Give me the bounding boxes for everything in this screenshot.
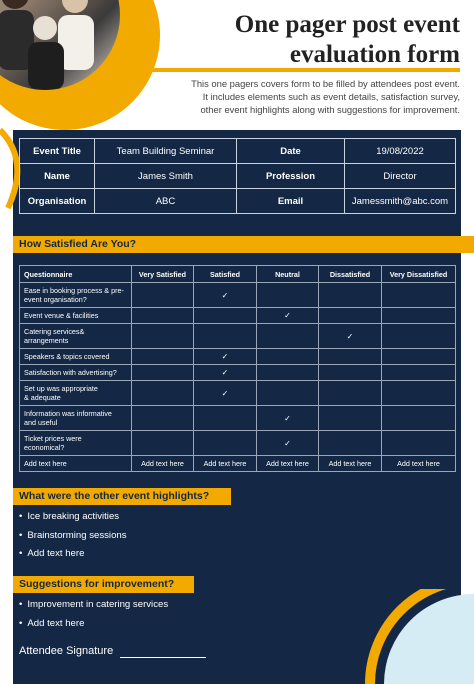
title-line-1: One pager post event bbox=[234, 11, 460, 38]
question-text: & adequate bbox=[24, 393, 61, 402]
name-label: Name bbox=[20, 164, 95, 189]
table-row bbox=[20, 456, 456, 472]
rating-cell[interactable] bbox=[382, 324, 456, 349]
email-label: Email bbox=[237, 189, 345, 214]
intro-text bbox=[160, 77, 460, 116]
email-field[interactable]: Jamessmith@abc.com bbox=[345, 189, 456, 214]
rating-cell[interactable] bbox=[132, 324, 194, 349]
list-item: • Add text here bbox=[19, 615, 168, 634]
question-cell bbox=[20, 308, 132, 324]
intro-line-1: This one pagers covers form to be filled by attendees post event. bbox=[191, 78, 460, 89]
rating-cell[interactable] bbox=[319, 283, 382, 308]
table-header-row bbox=[20, 266, 456, 283]
checkmark-icon: ✓ bbox=[221, 368, 229, 377]
rating-cell[interactable] bbox=[194, 308, 257, 324]
title-line-2: evaluation form bbox=[289, 41, 460, 68]
rating-cell[interactable] bbox=[382, 349, 456, 365]
rating-cell[interactable] bbox=[194, 349, 257, 365]
satisfaction-table bbox=[19, 265, 456, 472]
question-cell bbox=[20, 349, 132, 365]
rating-cell[interactable] bbox=[132, 431, 194, 456]
rating-cell[interactable] bbox=[319, 381, 382, 406]
table-row bbox=[20, 308, 456, 324]
rating-cell[interactable] bbox=[319, 308, 382, 324]
signature-field[interactable] bbox=[120, 657, 206, 658]
question-text: Speakers & topics covered bbox=[24, 352, 110, 361]
intro-line-3: other event highlights along with suggestions for improvement. bbox=[200, 104, 460, 115]
info-row bbox=[20, 164, 456, 189]
rating-cell[interactable] bbox=[194, 365, 257, 381]
decorative-corner-arcs bbox=[364, 589, 474, 684]
rating-cell[interactable] bbox=[257, 308, 319, 324]
rating-cell[interactable] bbox=[319, 406, 382, 431]
page-title bbox=[165, 10, 460, 70]
placeholder-cell[interactable]: Add text here bbox=[20, 456, 132, 472]
question-text: Set up was appropriate bbox=[24, 384, 98, 393]
checkmark-icon: ✓ bbox=[221, 388, 229, 398]
satisfaction-heading: How Satisfied Are You? bbox=[13, 236, 474, 253]
checkmark-icon: ✓ bbox=[284, 413, 291, 423]
question-text: Ticket prices were bbox=[24, 434, 82, 443]
rating-cell[interactable] bbox=[382, 431, 456, 456]
checkmark-icon: ✓ bbox=[346, 331, 354, 341]
profession-field[interactable]: Director bbox=[345, 164, 456, 189]
rating-cell[interactable] bbox=[257, 365, 319, 381]
checkmark-icon: ✓ bbox=[221, 290, 229, 300]
suggestions-heading: Suggestions for improvement? bbox=[13, 576, 194, 593]
profession-label: Profession bbox=[237, 164, 345, 189]
rating-cell[interactable] bbox=[257, 381, 319, 406]
suggestions-list bbox=[19, 596, 168, 633]
column-header-satisfied: Satisfied bbox=[194, 266, 257, 283]
question-text: event organisation? bbox=[24, 295, 87, 304]
highlights-list bbox=[19, 508, 127, 564]
column-header-very-satisfied: Very Satisfied bbox=[132, 266, 194, 283]
question-cell bbox=[20, 324, 132, 349]
table-row bbox=[20, 406, 456, 431]
rating-cell[interactable] bbox=[257, 283, 319, 308]
question-text: Information was informative bbox=[24, 409, 112, 418]
question-cell bbox=[20, 431, 132, 456]
column-header-neutral: Neutral bbox=[257, 266, 319, 283]
rating-cell[interactable] bbox=[132, 365, 194, 381]
question-cell bbox=[20, 283, 132, 308]
question-text: economical? bbox=[24, 443, 65, 452]
placeholder-cell[interactable]: Add text here bbox=[132, 456, 194, 472]
list-item: • Ice breaking activities bbox=[19, 508, 127, 527]
list-item: • Brainstorming sessions bbox=[19, 527, 127, 546]
name-field[interactable]: James Smith bbox=[95, 164, 237, 189]
question-cell bbox=[20, 406, 132, 431]
rating-cell[interactable] bbox=[132, 406, 194, 431]
info-row bbox=[20, 139, 456, 164]
team-photo bbox=[0, 0, 120, 90]
organisation-field[interactable]: ABC bbox=[95, 189, 237, 214]
rating-cell[interactable] bbox=[194, 406, 257, 431]
rating-cell[interactable] bbox=[194, 431, 257, 456]
event-title-label: Event Title bbox=[20, 139, 95, 164]
column-header-questionnaire: Questionnaire bbox=[20, 266, 132, 283]
rating-cell[interactable] bbox=[382, 283, 456, 308]
rating-cell[interactable] bbox=[194, 283, 257, 308]
question-text: Catering services& bbox=[24, 327, 85, 336]
rating-cell[interactable] bbox=[194, 324, 257, 349]
table-row bbox=[20, 381, 456, 406]
checkmark-icon: ✓ bbox=[221, 352, 229, 361]
date-label: Date bbox=[237, 139, 345, 164]
rating-cell[interactable] bbox=[319, 349, 382, 365]
title-underline bbox=[148, 68, 460, 72]
table-row bbox=[20, 431, 456, 456]
rating-cell[interactable] bbox=[382, 406, 456, 431]
checkmark-icon: ✓ bbox=[284, 438, 291, 448]
table-row bbox=[20, 324, 456, 349]
rating-cell[interactable] bbox=[382, 308, 456, 324]
rating-cell[interactable] bbox=[319, 324, 382, 349]
question-text: arrangements bbox=[24, 336, 69, 345]
rating-cell[interactable] bbox=[257, 431, 319, 456]
rating-cell[interactable] bbox=[257, 406, 319, 431]
question-text: Ease in booking process & pre- bbox=[24, 286, 124, 295]
list-item: • Improvement in catering services bbox=[19, 596, 168, 615]
rating-cell[interactable] bbox=[132, 283, 194, 308]
rating-cell[interactable] bbox=[132, 308, 194, 324]
rating-cell[interactable] bbox=[194, 381, 257, 406]
question-text: and useful bbox=[24, 418, 58, 427]
rating-cell[interactable] bbox=[257, 349, 319, 365]
event-info-table bbox=[19, 138, 456, 214]
column-header-very-dissatisfied: Very Dissatisfied bbox=[382, 266, 456, 283]
organisation-label: Organisation bbox=[20, 189, 95, 214]
info-row bbox=[20, 189, 456, 214]
rating-cell[interactable] bbox=[132, 349, 194, 365]
placeholder-cell[interactable]: Add text here bbox=[382, 456, 456, 472]
intro-line-2: It includes elements such as event details, satisfaction survey, bbox=[202, 91, 460, 102]
rating-cell[interactable] bbox=[382, 381, 456, 406]
checkmark-icon: ✓ bbox=[284, 311, 291, 320]
rating-cell[interactable] bbox=[319, 365, 382, 381]
rating-cell[interactable] bbox=[319, 431, 382, 456]
highlights-heading: What were the other event highlights? bbox=[13, 488, 231, 505]
rating-cell[interactable] bbox=[257, 324, 319, 349]
rating-cell[interactable] bbox=[132, 381, 194, 406]
question-text: Event venue & facilities bbox=[24, 311, 99, 320]
rating-cell[interactable] bbox=[382, 365, 456, 381]
table-row bbox=[20, 349, 456, 365]
decorative-photo-arc bbox=[0, 0, 160, 130]
placeholder-cell[interactable]: Add text here bbox=[319, 456, 382, 472]
event-title-field[interactable]: Team Building Seminar bbox=[95, 139, 237, 164]
placeholder-cell[interactable]: Add text here bbox=[257, 456, 319, 472]
question-cell bbox=[20, 381, 132, 406]
table-row bbox=[20, 365, 456, 381]
question-cell bbox=[20, 365, 132, 381]
signature-label: Attendee Signature bbox=[19, 645, 114, 657]
placeholder-cell[interactable]: Add text here bbox=[194, 456, 257, 472]
question-text: Satisfaction with advertising? bbox=[24, 368, 117, 377]
date-field[interactable]: 19/08/2022 bbox=[345, 139, 456, 164]
column-header-dissatisfied: Dissatisfied bbox=[319, 266, 382, 283]
list-item: • Add text here bbox=[19, 545, 127, 564]
table-row bbox=[20, 283, 456, 308]
